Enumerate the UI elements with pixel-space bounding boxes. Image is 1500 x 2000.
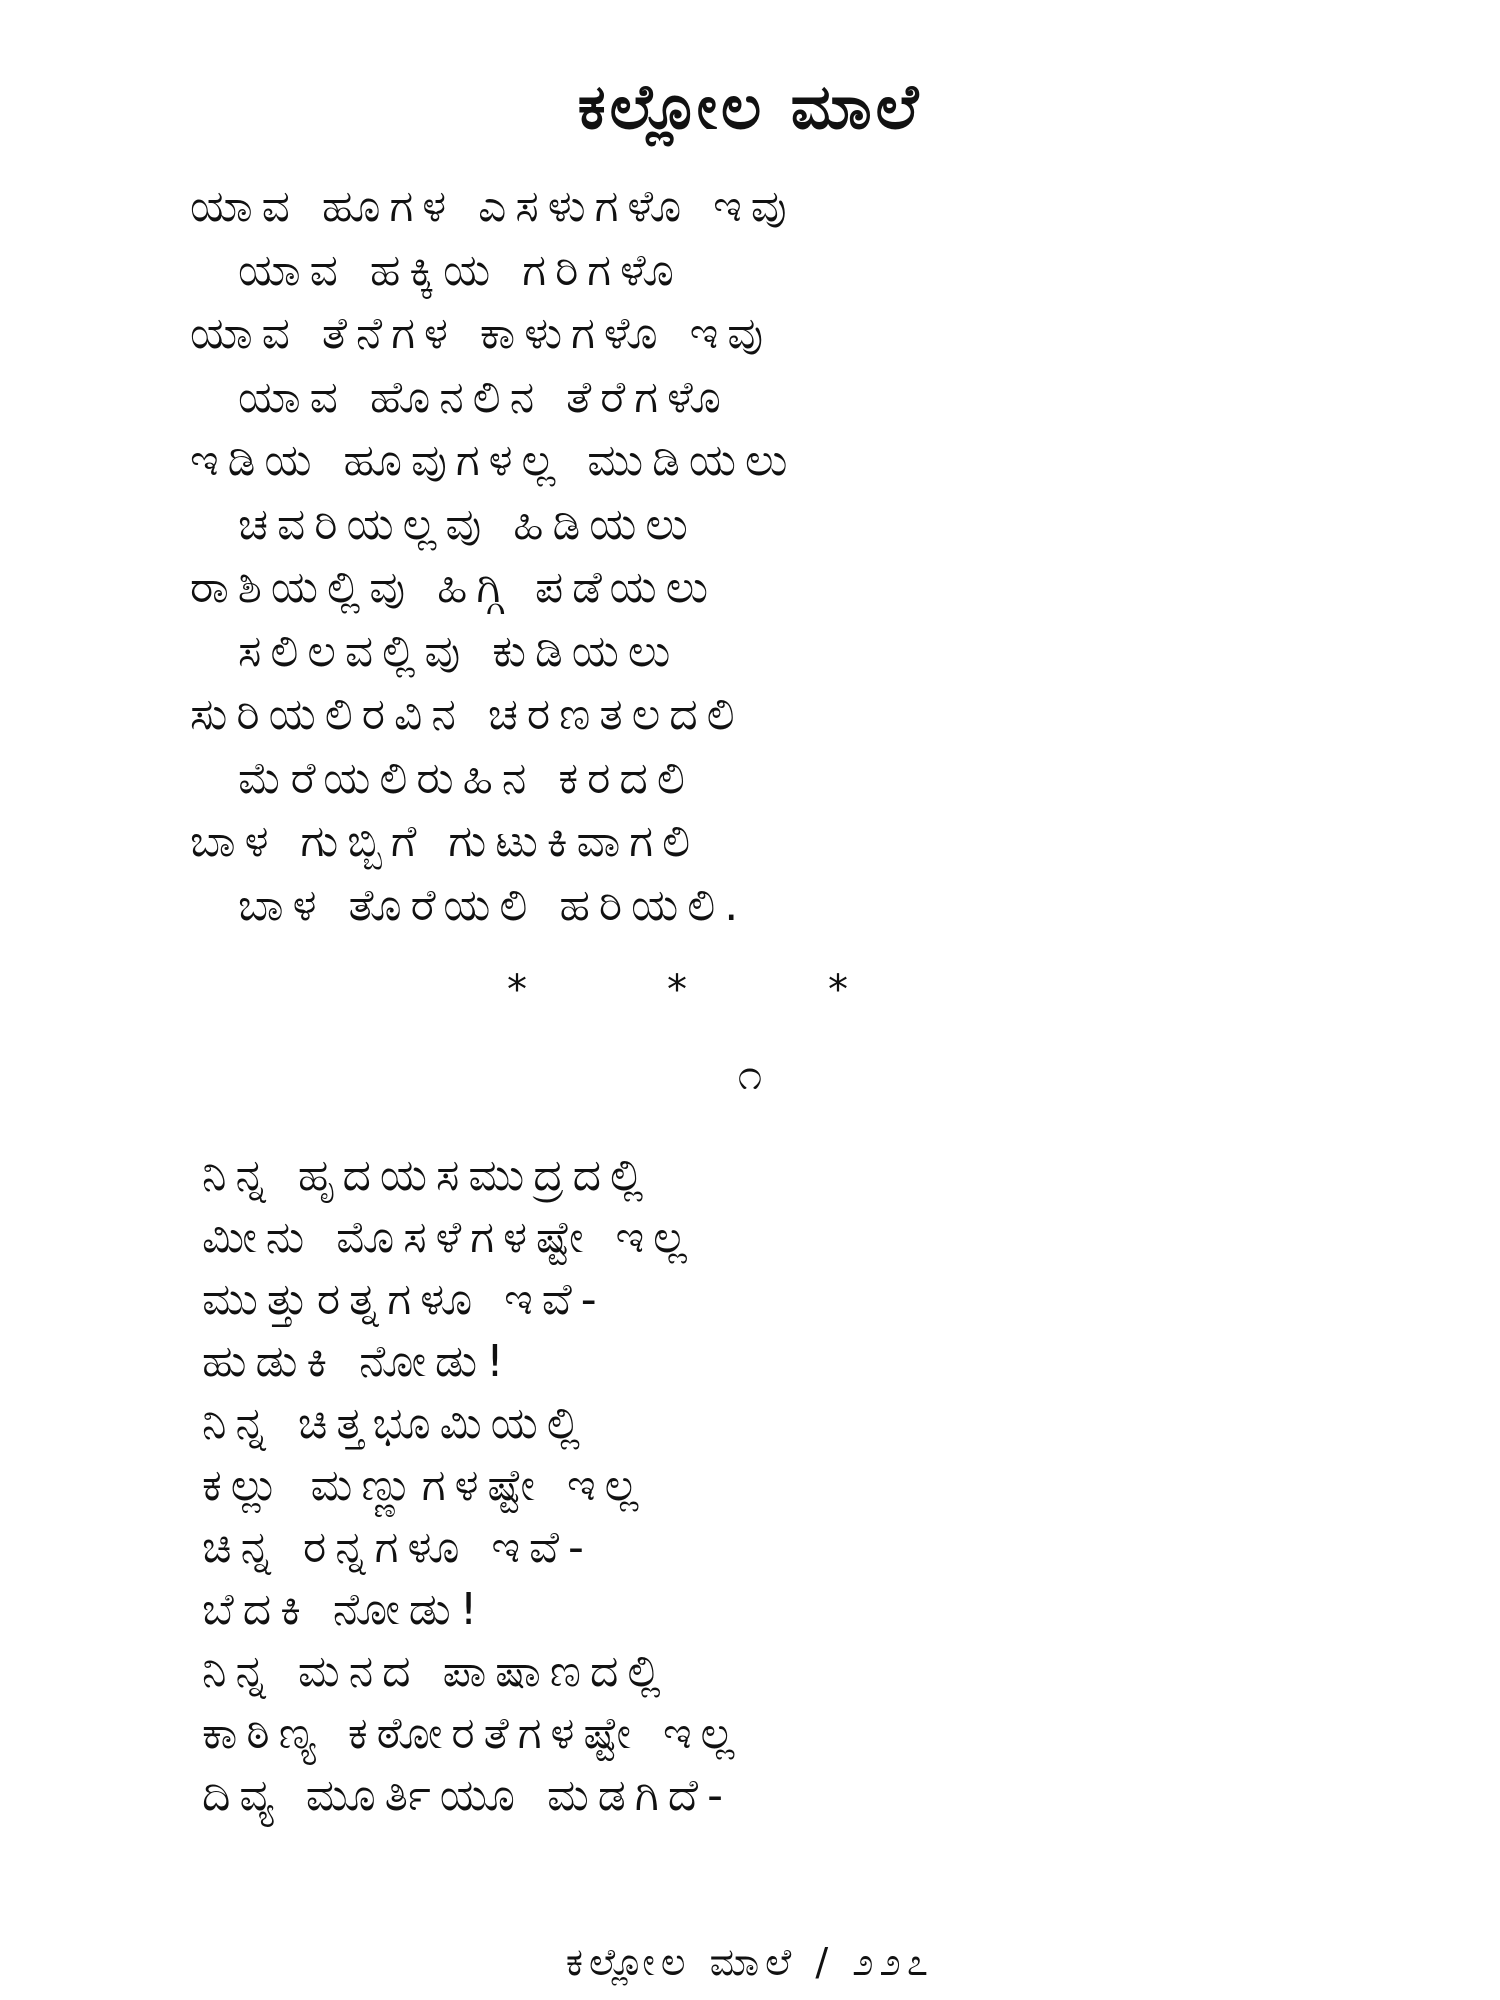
poem-line: ಬೆದಕಿ ನೋಡು! [202,1584,487,1635]
poem-line: ಮುತ್ತುರತ್ನಗಳೂ ಇವೆ- [202,1274,606,1325]
poem-line: ಇಡಿಯ ಹೂವುಗಳಲ್ಲ ಮುಡಿಯಲು [190,435,797,486]
poem-stanza-one [190,175,1290,937]
asterisk: * [667,967,687,1013]
section-separator [0,960,1500,1020]
poem-line: ರಾಶಿಯಲ್ಲಿವು ಹಿಗ್ಗಿ ಪಡೆಯಲು [190,562,718,613]
poem-line: ಕಲ್ಲು ಮಣ್ಣುಗಳಷ್ಟೇ ಇಲ್ಲ [202,1460,648,1511]
poem-stanza-two [202,1145,1302,1827]
page-title: ಕಲ್ಲೋಲ ಮಾಲೆ [577,70,923,143]
poem-line: ಚವರಿಯಲ್ಲವು ಹಿಡಿಯಲು [238,498,697,550]
poem-line: ದಿವ್ಯ ಮೂರ್ತಿಯೂ ಮಡಗಿದೆ- [202,1770,732,1821]
section-number: ೧ [737,1049,763,1100]
poem-line: ಚಿನ್ನ ರನ್ನಗಳೂ ಇವೆ- [202,1522,593,1573]
poem-line: ಯಾವ ಹಕ್ಕಿಯ ಗರಿಗಳೊ [238,244,683,296]
poem-line: ಮೀನು ಮೊಸಳೆಗಳಷ್ಟೇ ಇಲ್ಲ [202,1212,696,1263]
poem-line: ನಿನ್ನ ಚಿತ್ತಭೂಮಿಯಲ್ಲಿ [202,1398,590,1449]
poem-line: ಮೆರೆಯಲಿರುಹಿನ ಕರದಲಿ [238,752,694,804]
poem-line: ಬಾಳ ತೊರೆಯಲಿ ಹರಿಯಲಿ. [238,879,748,931]
poem-line: ನಿನ್ನ ಹೃದಯಸಮುದ್ರದಲ್ಲಿ [202,1150,653,1201]
poem-line: ಯಾವ ತೆನೆಗಳ ಕಾಳುಗಳೊ ಇವು [190,308,773,359]
poem-line: ಸುರಿಯಲಿರವಿನ ಚರಣತಲದಲಿ [190,689,744,740]
asterisk: * [828,967,848,1013]
poem-line: ಹುಡುಕಿ ನೋಡು! [202,1336,513,1387]
poem-line: ಬಾಳ ಗುಬ್ಬಿಗೆ ಗುಟುಕಿವಾಗಲಿ [190,816,700,867]
poem-line: ನಿನ್ನ ಮನದ ಪಾಷಾಣದಲ್ಲಿ [202,1646,670,1697]
poem-line: ಯಾವ ಹೊನಲಿನ ತೆರೆಗಳೊ [238,371,730,423]
poem-line: ಸಲಿಲವಲ್ಲಿವು ಕುಡಿಯಲು [238,625,680,677]
poem-line: ಯಾವ ಹೂಗಳ ಎಸಳುಗಳೊ ಇವು [190,181,796,232]
page-footer: ಕಲ್ಲೋಲ ಮಾಲೆ / ೨೨೭ [565,1940,935,1984]
asterisk: * [507,967,527,1013]
poem-line: ಕಾಠಿಣ್ಯ ಕಠೋರತೆಗಳಷ್ಟೇ ಇಲ್ಲ [202,1708,744,1759]
